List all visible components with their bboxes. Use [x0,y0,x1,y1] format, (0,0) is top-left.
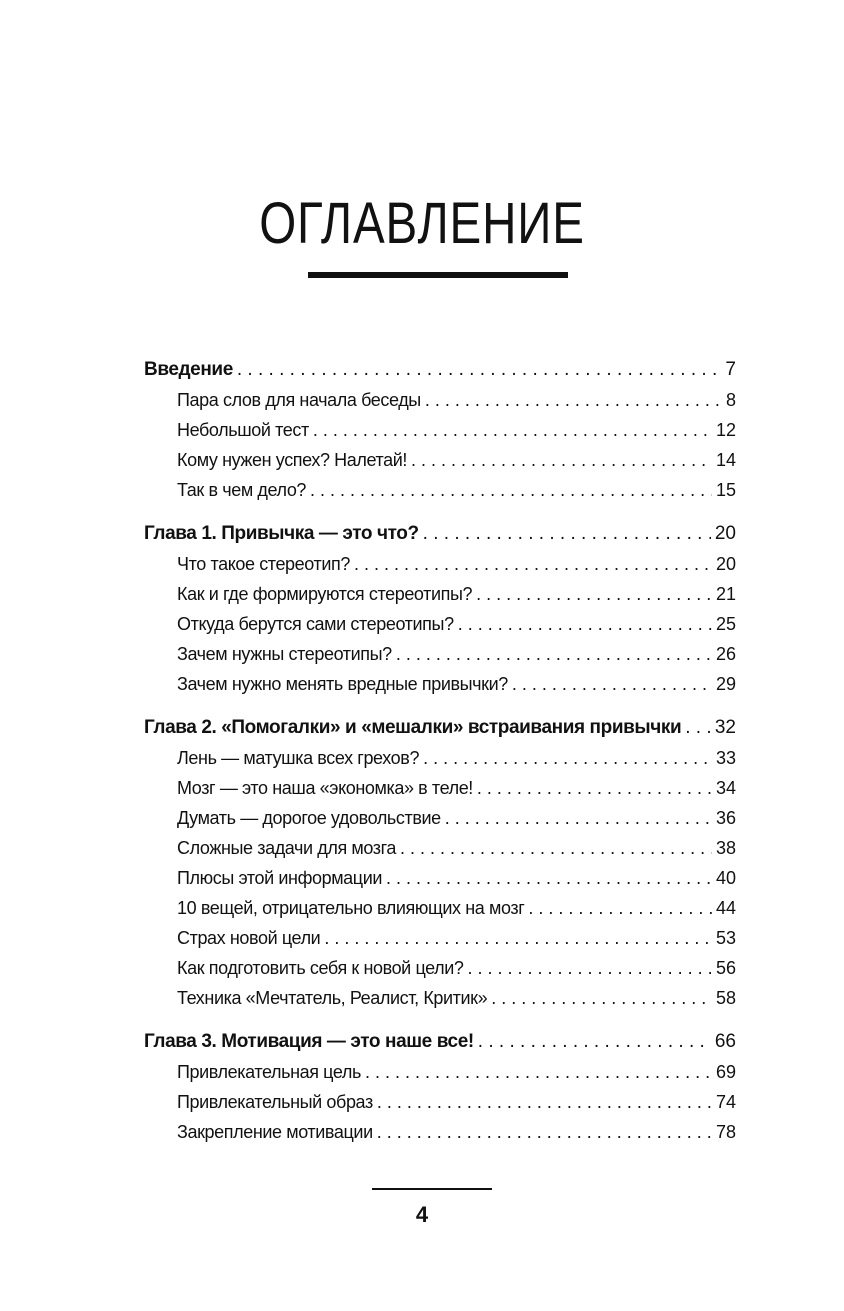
toc-entry [144,639,736,669]
toc-chapter-title: Глава 2. «Помогалки» и «мешалки» встраивания привычки [144,717,682,738]
toc-chapter-title: Глава 1. Привычка — это что? [144,523,419,544]
toc-entry [144,833,736,863]
dot-leader [423,519,711,549]
toc-entry [144,803,736,833]
toc-chapter [144,519,736,549]
toc-entry [144,475,736,505]
toc-entry [144,743,736,773]
toc-entry-page: 29 [715,674,736,694]
toc-entry-page: 8 [725,390,736,410]
toc-entry-page: 44 [715,898,736,918]
toc-entry-title: Как и где формируются стереотипы? [177,584,473,604]
toc-entry-title: Закрепление мотивации [177,1122,373,1142]
dot-leader [396,639,712,669]
toc-entry-page: 38 [715,838,736,858]
toc-entry-page: 34 [715,778,736,798]
dot-leader [477,773,712,803]
dot-leader [386,863,712,893]
toc-entry [144,923,736,953]
dot-leader [476,579,712,609]
dot-leader [400,833,712,863]
toc-entry-title: 10 вещей, отрицательно влияющих на мозг [177,898,525,918]
toc-entry [144,669,736,699]
toc-entry-page: 20 [715,554,736,574]
toc-entry [144,953,736,983]
toc-entry-page: 58 [715,988,736,1008]
dot-leader [313,415,712,445]
toc-entry-title: Пара слов для начала беседы [177,390,421,410]
toc-entry-title: Как подготовить себя к новой цели? [177,958,464,978]
toc-entry [144,1057,736,1087]
dot-leader [512,669,712,699]
toc-section [144,355,736,505]
toc-entry-title: Зачем нужны стереотипы? [177,644,392,664]
dot-leader [478,1027,711,1057]
toc-entry [144,549,736,579]
toc-section [144,713,736,1013]
toc-chapter [144,355,736,385]
dot-leader [324,923,712,953]
dot-leader [528,893,712,923]
toc-entry [144,983,736,1013]
dot-leader [468,953,712,983]
toc-entry [144,773,736,803]
page-number: 4 [415,1202,429,1227]
toc-entry-title: Думать — дорогое удовольствие [177,808,441,828]
toc-entry-page: 78 [715,1122,736,1142]
toc-entry-title: Что такое стереотип? [177,554,350,574]
toc-entry-title: Привлекательный образ [177,1092,373,1112]
dot-leader [685,713,711,743]
toc-chapter [144,713,736,743]
dot-leader [365,1057,712,1087]
footer-rule [372,1188,492,1190]
toc-chapter [144,1027,736,1057]
toc-entry-title: Техника «Мечтатель, Реалист, Критик» [177,988,488,1008]
toc-entry-title: Зачем нужно менять вредные привычки? [177,674,508,694]
page-title: ОГЛАВЛЕНИЕ [259,191,585,256]
toc-entry-page: 33 [715,748,736,768]
toc-entry-title: Так в чем дело? [177,480,307,500]
toc-entry-title: Небольшой тест [177,420,309,440]
dot-leader [354,549,712,579]
dot-leader [310,475,712,505]
toc-entry-title: Лень — матушка всех грехов? [177,748,420,768]
toc-entry-page: 40 [715,868,736,888]
dot-leader [458,609,712,639]
toc-entry-page: 26 [715,644,736,664]
toc-entry-page: 14 [715,450,736,470]
toc-chapter-page: 7 [725,359,736,380]
dot-leader [237,355,722,385]
toc-entry [144,579,736,609]
dot-leader [377,1087,712,1117]
toc-entry-title: Страх новой цели [177,928,321,948]
toc-entry-page: 36 [715,808,736,828]
toc-entry-title: Привлекательная цель [177,1062,361,1082]
toc-entry [144,609,736,639]
toc-entry-page: 25 [715,614,736,634]
toc-entry-page: 53 [715,928,736,948]
toc-section [144,519,736,699]
toc-chapter-title: Глава 3. Мотивация — это наше все! [144,1031,474,1052]
toc-chapter-title: Введение [144,359,233,380]
toc-entry [144,863,736,893]
toc-chapter-page: 32 [714,717,736,738]
toc-entry-page: 74 [715,1092,736,1112]
dot-leader [423,743,712,773]
dot-leader [425,385,722,415]
toc-section [144,1027,736,1147]
toc-entry [144,415,736,445]
title-underline [308,272,568,278]
dot-leader [411,445,712,475]
toc-entry-page: 69 [715,1062,736,1082]
toc-entry-title: Сложные задачи для мозга [177,838,397,858]
toc-chapter-page: 66 [714,1031,736,1052]
dot-leader [377,1117,712,1147]
toc-entry [144,1087,736,1117]
toc-entry-title: Мозг — это наша «экономка» в теле! [177,778,473,798]
toc-entry-title: Откуда берутся сами стереотипы? [177,614,454,634]
dot-leader [491,983,712,1013]
table-of-contents [144,355,736,1161]
toc-entry [144,893,736,923]
toc-entry [144,385,736,415]
dot-leader [445,803,712,833]
toc-entry [144,445,736,475]
toc-entry-page: 12 [715,420,736,440]
toc-entry [144,1117,736,1147]
toc-entry-page: 21 [715,584,736,604]
toc-entry-title: Кому нужен успех? Налетай! [177,450,408,470]
toc-entry-title: Плюсы этой информации [177,868,383,888]
toc-entry-page: 56 [715,958,736,978]
toc-chapter-page: 20 [714,523,736,544]
toc-entry-page: 15 [715,480,736,500]
